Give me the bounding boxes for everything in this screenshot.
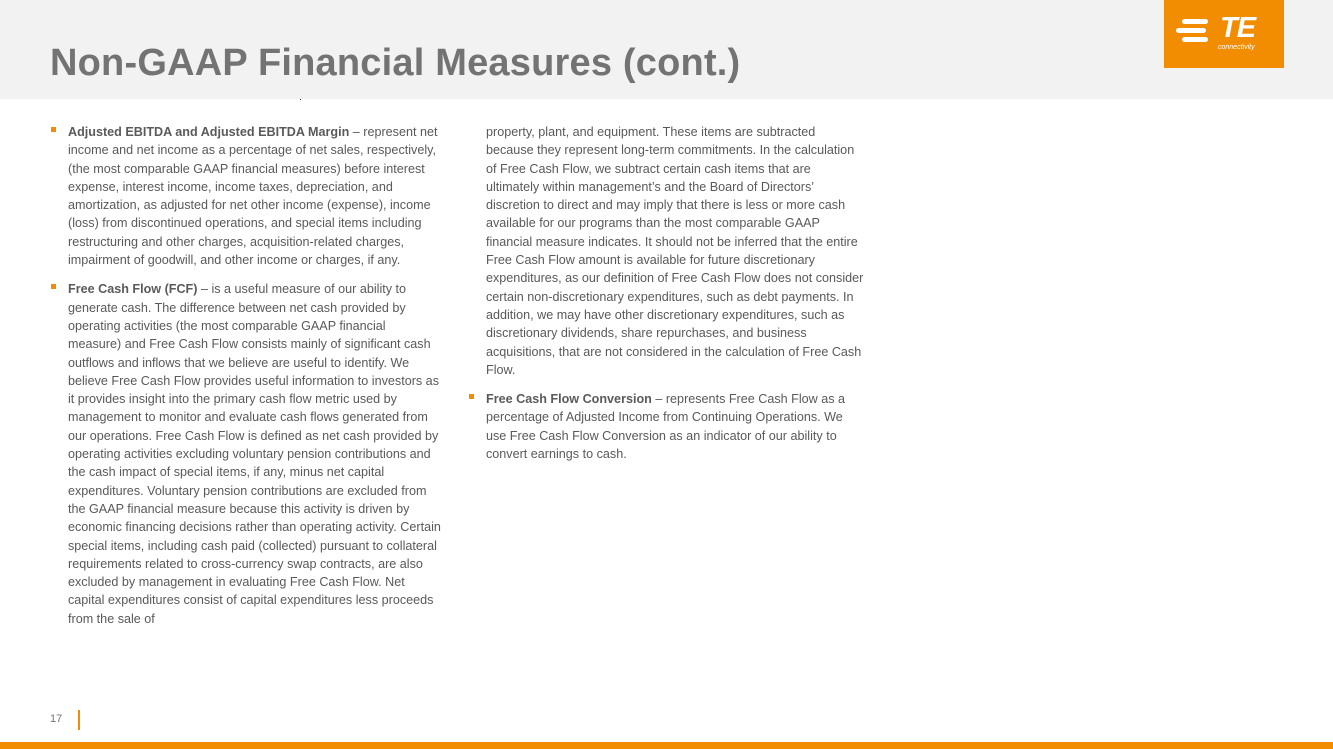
footer-divider (78, 710, 80, 730)
bullet-square-icon (51, 284, 56, 289)
te-connectivity-logo (1164, 0, 1284, 68)
bullet-fcf-conversion (468, 390, 866, 463)
bullet-free-cash-flow (50, 280, 442, 628)
bullet-adjusted-ebitda (50, 123, 442, 269)
definition-text: property, plant, and equipment. These items are subtracted because they represent long-term commitments. In the calculation of Free Cash Flow, we subtract certain cash items that are ultimately within management’s and the Board of Directors’ discretion to direct and may imply that there is less or more cash available for our programs than the most comparable GAAP financial measure indicates. It should not be inferred that the entire Free Cash Flow amount is available for future discretionary expenditures, as our definition of Free Cash Flow does not consider certain non-discretionary expenditures, such as debt payments. In addition, we may have other discretionary expenditures, such as discretionary dividends, share repurchases, and business acquisitions, that are not considered in the calculation of Free Cash Flow. (486, 125, 864, 377)
logo-subtitle: connectivity (1218, 44, 1255, 51)
bullet-square-icon (469, 394, 474, 399)
term-label: Free Cash Flow (FCF) (68, 282, 198, 297)
definition-text: – represents Free Cash Flow as a percentage of Adjusted Income from Continuing Operations. We use Free Cash Flow Conversion as an indicator of our ability to convert earnings to cash. (486, 392, 846, 462)
term-label: Adjusted EBITDA and Adjusted EBITDA Margin (68, 125, 350, 139)
definition-text: – represent net income and net income as a percentage of net sales, respectively, (the most comparable GAAP financial measures) before interest expense, interest income, income taxes, depreciation, and amortization, as adjusted for net other income (expense), income (loss) from discontinued operations, and special items including restructuring and other charges, acquisition-related charges, impairment of goodwill, and other income or charges, if any. (68, 125, 438, 268)
footer-accent-bar (0, 742, 1333, 749)
stray-mark (300, 99, 301, 100)
bullet-square-icon (51, 127, 56, 132)
page-number: 17 (50, 713, 63, 725)
right-column (468, 123, 866, 474)
definition-text: – is a useful measure of our ability to generate cash. The difference between net cash provided by operating activities (the most comparable GAAP financial measure) and Free Cash Flow consists mainly of significant cash outflows and inflows that we believe are useful to identify. We believe Free Cash Flow provides useful information to investors as it provides insight into the primary cash flow metric used by management to monitor and evaluate cash flows generated from our operations. Free Cash Flow is defined as net cash provided by operating activities excluding voluntary pension contributions and the cash impact of special items, if any, minus net capital expenditures. Voluntary pension contributions are excluded from the GAAP financial measure because this activity is driven by economic financing decisions rather than operating activity. Certain special items, including cash paid (collected) pursuant to collateral requirements related to cross-currency swap contracts, are also excluded by management in evaluating Free Cash Flow. Net capital expenditures consist of capital expenditures less proceeds from the sale of (68, 282, 441, 626)
logo-wordmark: TE (1220, 12, 1256, 44)
continued-paragraph (468, 123, 866, 379)
page-title: Non-GAAP Financial Measures (cont.) (50, 42, 741, 84)
term-label: Free Cash Flow Conversion (486, 392, 652, 407)
left-column (50, 123, 442, 639)
